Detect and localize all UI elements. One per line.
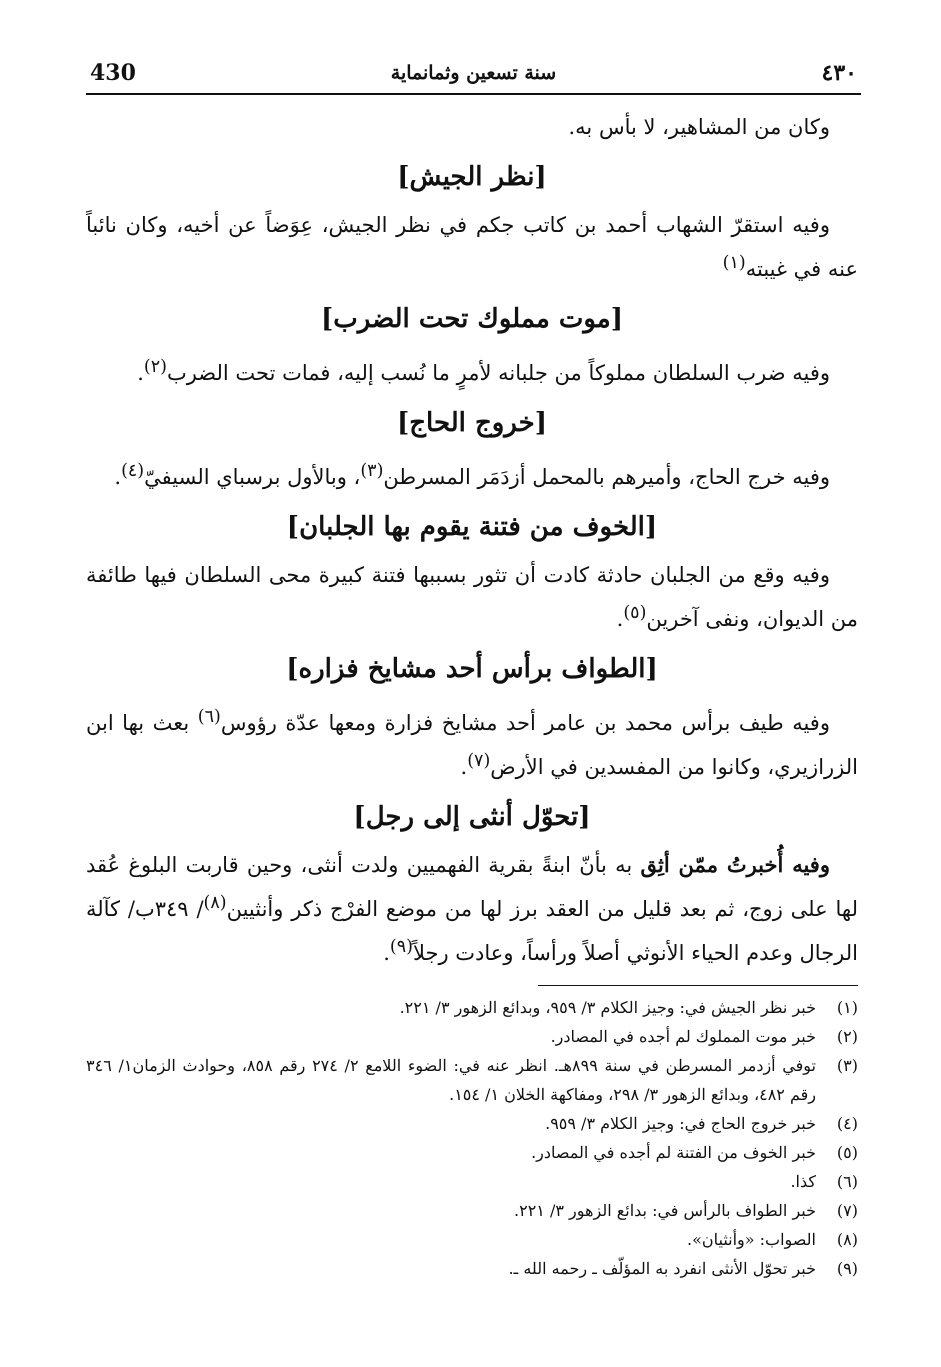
- paragraph-text: / ٣٤٩ب/ كآلة الرجال وعدم الحياء الأنوثي أصلاً ورأساً، وعادت رجلاً: [86, 897, 858, 965]
- footnote-number: (٨): [836, 1230, 858, 1249]
- section-paragraph: [86, 348, 858, 392]
- paragraph-end: .: [616, 607, 624, 631]
- footnote-text: خبر موت المملوك لم أجده في المصادر.: [550, 1027, 816, 1046]
- paragraph-text: وفيه وقع من الجلبان حادثة كادت أن تثور بسببها فتنة كبيرة محى السلطان فيها طائفة من الديوان، ونفى آخرين: [86, 563, 858, 631]
- paragraph-text: وفيه طيف برأس محمد بن عامر أحد مشايخ فزارة ومعها عدّة رؤوس: [220, 711, 830, 735]
- paragraph-text: ، وبالأول برسباي السيفيّ: [144, 465, 361, 489]
- footnote-text: خبر نظر الجيش في: وجيز الكلام ٣/ ٩٥٩، وبدائع الزهور ٣/ ٢٢١.: [399, 998, 816, 1017]
- footnote-ref: (٩): [389, 937, 413, 957]
- paragraph-end: .: [114, 465, 122, 489]
- footnote-ref: (٧): [467, 751, 491, 771]
- footnote: [86, 1254, 858, 1283]
- section-heading: [الطواف برأس أحد مشايخ فزاره]: [286, 654, 658, 684]
- section-paragraph: [86, 846, 858, 972]
- footnote-number: (٥): [836, 1143, 858, 1162]
- footnote-ref: (٦): [197, 707, 221, 727]
- section-heading: [تحوّل أنثى إلى رجل]: [353, 802, 591, 832]
- footnote: [86, 1022, 858, 1051]
- page-number-arabic: ٤٣٠: [821, 60, 857, 86]
- page-header: [86, 56, 861, 92]
- intro-paragraph: وكان من المشاهير، لا بأس به.: [568, 115, 830, 139]
- paragraph-end: .: [137, 361, 144, 385]
- footnote-text: خبر الطواف بالرأس في: بدائع الزهور ٣/ ٢٢١.: [514, 1201, 816, 1220]
- footnote-ref: (٤): [121, 461, 145, 481]
- footnote-text: توفي أزدمر المسرطن في سنة ٨٩٩هـ. انظر عنه في: الضوء اللامع ٢/ ٢٧٤ رقم ٨٥٨، وحوادث الزمان١/ ٣٤٦ رقم ٤٨٢، وبدائع الزهور ٣/ ٢٩٨، ومفاكهة الخلان ١/ ١٥٤.: [86, 1056, 817, 1104]
- footnote-ref: (٥): [623, 603, 647, 623]
- paragraph-end: .: [460, 755, 468, 779]
- section-heading: [خروج الحاج]: [396, 408, 548, 438]
- footnote-ref: (١): [722, 253, 746, 273]
- footnote-text: خبر خروج الحاج في: وجيز الكلام ٣/ ٩٥٩.: [545, 1114, 816, 1133]
- paragraph-end: .: [383, 941, 390, 965]
- footnote-number: (٩): [836, 1259, 858, 1278]
- footnote: [86, 1167, 858, 1196]
- footnote-text: خبر الخوف من الفتنة لم أجده في المصادر.: [531, 1143, 816, 1162]
- footnote-number: (٦): [836, 1172, 858, 1191]
- footnote: [86, 1196, 858, 1225]
- footnote: [86, 1109, 858, 1138]
- footnote: [86, 1225, 858, 1254]
- section-paragraph: [86, 452, 858, 496]
- footnote-ref: (٨): [203, 893, 227, 913]
- header-rule: [86, 93, 861, 95]
- footnote-ref: (٢): [143, 357, 167, 377]
- paragraph-lead: وفيه أُخبرتُ ممّن أثِق: [640, 852, 830, 877]
- footnote-number: (٤): [836, 1114, 858, 1133]
- footnote-text: خبر تحوّل الأنثى انفرد به المؤلّف ـ رحمه الله ـ.: [508, 1259, 816, 1278]
- footnote-number: (٢): [836, 1027, 858, 1046]
- paragraph-text: وفيه ضرب السلطان مملوكاً من جلبانه لأمرٍ ما نُسب إليه، فمات تحت الضرب: [166, 361, 830, 385]
- running-title: سنة تسعين وثمانماية: [390, 62, 557, 84]
- section-heading: [الخوف من فتنة يقوم بها الجلبان]: [286, 512, 658, 542]
- section-heading: [نظر الجيش]: [397, 162, 547, 192]
- footnote-ref: (٣): [360, 461, 384, 481]
- footnote-number: (٣): [836, 1056, 858, 1075]
- section-heading: [موت مملوك تحت الضرب]: [320, 304, 624, 334]
- section-paragraph: [86, 698, 858, 786]
- footnote-number: (٧): [836, 1201, 858, 1220]
- footnote: [86, 1138, 858, 1167]
- main-text: [86, 108, 858, 972]
- paragraph-text: وفيه خرج الحاج، وأميرهم بالمحمل أزدَمَر المسرطن: [383, 465, 830, 489]
- paragraph-text: وفيه استقرّ الشهاب أحمد بن كاتب جكم في نظر الجيش، عِوَضاً عن أخيه، وكان نائباً عنه في غيبته: [86, 213, 858, 281]
- footnote: [86, 993, 858, 1022]
- paragraph-text: بعث بها ابن الزرازيري، وكانوا من المفسدين في الأرض: [86, 711, 858, 779]
- footnote-text: الصواب: «وأنثيان».: [686, 1230, 816, 1249]
- footnote: [86, 1051, 858, 1109]
- footnote-rule: [538, 985, 858, 986]
- footnote-text: كذا.: [790, 1172, 816, 1191]
- paragraph-text: به بأنّ ابنةً بقرية الفهميين ولدت أنثى، وحين قاربت البلوغ عُقد لها على زوج، ثم بعد قليل من العقد برز لها من موضع الفرْج ذكر وأنثيين: [86, 853, 858, 921]
- section-paragraph: [86, 206, 858, 288]
- page-number-latin: 430: [90, 60, 136, 86]
- footnotes: [86, 993, 858, 1283]
- footnote-number: (١): [836, 998, 858, 1017]
- section-paragraph: [86, 556, 858, 638]
